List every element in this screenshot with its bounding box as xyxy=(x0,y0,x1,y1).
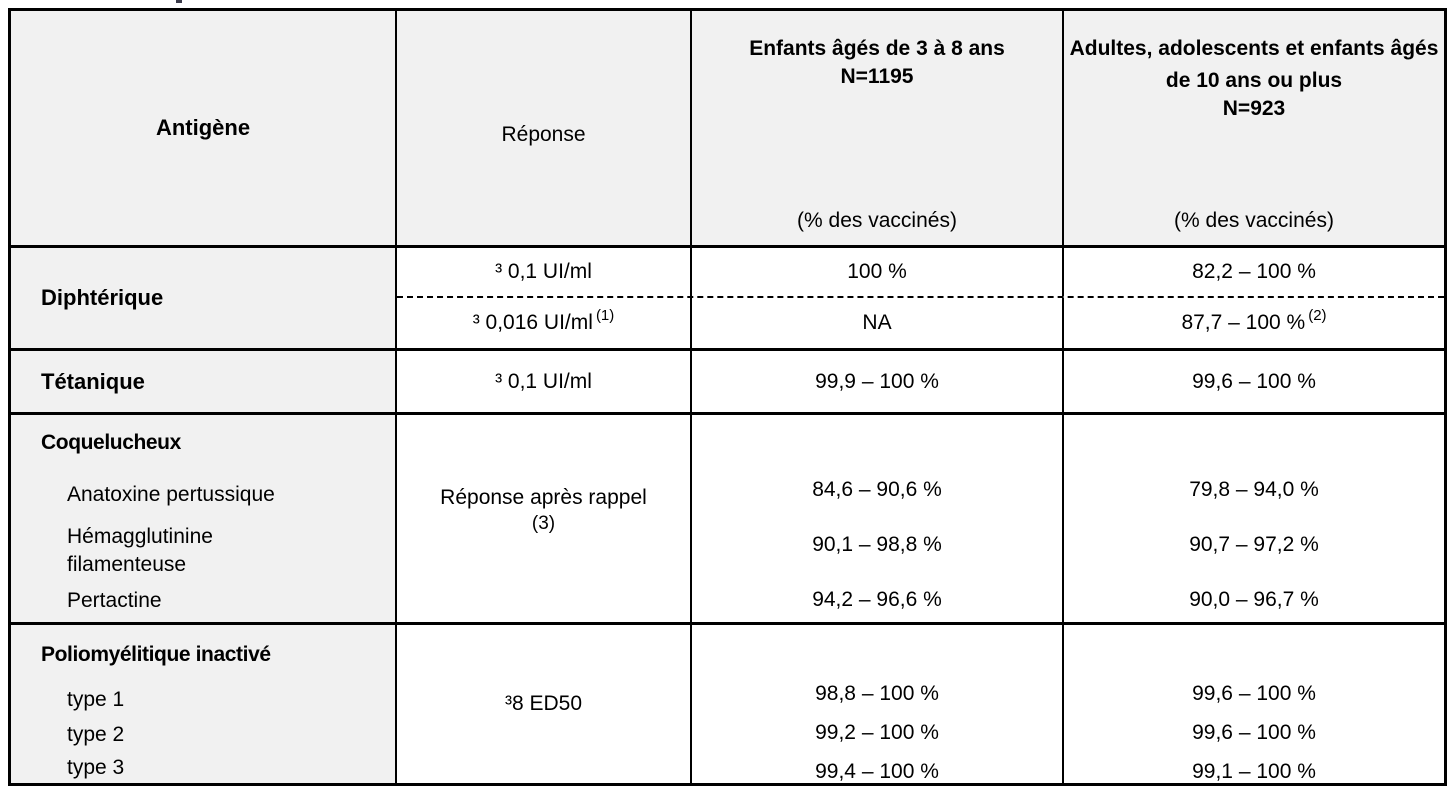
pertussis-adults-value-2: 90,7 – 97,2 % xyxy=(1189,533,1319,556)
diphtheria-row2-response: ³ 0,016 UI/ml xyxy=(472,310,593,334)
pertussis-response: Réponse après rappel xyxy=(440,486,647,509)
pertussis-adults-cell xyxy=(1064,415,1444,622)
diphtheria-antigen-cell xyxy=(11,248,397,348)
tetanus-children-value: 99,9 – 100 % xyxy=(815,369,939,393)
diphtheria-section-row xyxy=(11,248,1444,351)
diphtheria-row2-adults-cell xyxy=(1064,298,1444,348)
adults-header-unit: (% des vaccinés) xyxy=(1174,209,1334,232)
diphtheria-row1-response-cell xyxy=(397,248,692,296)
footnote-marker-3: (3) xyxy=(531,513,556,534)
diphtheria-row2-children-cell xyxy=(692,298,1064,348)
pertussis-antigen-cell xyxy=(11,415,397,622)
tetanus-antigen-cell xyxy=(11,351,397,412)
diphtheria-row2-children-value: NA xyxy=(862,310,892,334)
pertussis-item-anatoxine: Anatoxine pertussique xyxy=(67,483,275,506)
diphtheria-row2-adults-value: 87,7 – 100 % xyxy=(1181,310,1306,334)
antigen-header-label: Antigène xyxy=(155,115,251,140)
polio-item-type1: type 1 xyxy=(67,688,125,711)
polio-children-value-1: 98,8 – 100 % xyxy=(815,682,939,705)
tetanus-response-cell xyxy=(397,351,692,412)
clipped-text-fragment xyxy=(176,0,182,3)
adults-header-title: Adultes, adolescents et enfants âgés de 10 ans ou plus xyxy=(1069,37,1439,92)
footnote-marker-1: (1) xyxy=(595,307,615,325)
polio-adults-value-2: 99,6 – 100 % xyxy=(1192,721,1316,744)
tetanus-antigen-label: Tétanique xyxy=(41,368,145,394)
pertussis-children-value-1: 84,6 – 90,6 % xyxy=(812,478,942,501)
children-header-title: Enfants âgés de 3 à 8 ans xyxy=(749,37,1005,60)
pertussis-adults-value-1: 79,8 – 94,0 % xyxy=(1189,478,1319,501)
diphtheria-subrow-1 xyxy=(397,248,1444,298)
polio-item-type2: type 2 xyxy=(67,723,125,746)
adults-column-header xyxy=(1064,11,1444,245)
polio-adults-value-3: 99,1 – 100 % xyxy=(1192,760,1316,783)
children-column-header xyxy=(692,11,1064,245)
immunogenicity-table xyxy=(8,8,1447,786)
diphtheria-subrow-2 xyxy=(397,298,1444,348)
polio-adults-cell xyxy=(1064,625,1444,783)
pertussis-section-row xyxy=(11,415,1444,625)
pertussis-response-cell xyxy=(397,415,692,622)
children-header-unit: (% des vaccinés) xyxy=(797,209,957,232)
polio-adults-value-1: 99,6 – 100 % xyxy=(1192,682,1316,705)
polio-response-cell xyxy=(397,625,692,783)
tetanus-section-row xyxy=(11,351,1444,415)
children-header-n: N=1195 xyxy=(840,65,914,88)
polio-antigen-cell xyxy=(11,625,397,783)
polio-response: ³8 ED50 xyxy=(504,692,583,715)
response-column-header xyxy=(397,11,692,245)
diphtheria-row2-response-cell xyxy=(397,298,692,348)
tetanus-adults-cell xyxy=(1064,351,1444,412)
response-header-label: Réponse xyxy=(501,123,586,146)
polio-children-cell xyxy=(692,625,1064,783)
pertussis-item-pertactine: Pertactine xyxy=(67,589,162,612)
diphtheria-row1-response: ³ 0,1 UI/ml xyxy=(495,259,592,283)
pertussis-children-value-3: 94,2 – 96,6 % xyxy=(812,588,942,611)
pertussis-item-hemagglutinine: Hémagglutinine filamenteuse xyxy=(67,525,213,576)
polio-children-value-2: 99,2 – 100 % xyxy=(815,721,939,744)
antigen-column-header xyxy=(11,11,397,245)
diphtheria-row1-adults-cell xyxy=(1064,248,1444,296)
polio-children-value-3: 99,4 – 100 % xyxy=(815,760,939,783)
polio-item-type3: type 3 xyxy=(67,756,125,779)
polio-antigen-label: Poliomyélitique inactivé xyxy=(41,643,271,666)
diphtheria-row1-children-cell xyxy=(692,248,1064,296)
tetanus-response: ³ 0,1 UI/ml xyxy=(495,369,592,393)
table-header-row xyxy=(11,11,1444,248)
pertussis-children-value-2: 90,1 – 98,8 % xyxy=(812,533,942,556)
pertussis-antigen-label: Coquelucheux xyxy=(41,431,181,454)
diphtheria-antigen-label: Diphtérique xyxy=(41,285,164,310)
diphtheria-row1-children-value: 100 % xyxy=(847,259,907,283)
adults-header-n: N=923 xyxy=(1222,97,1286,120)
pertussis-children-cell xyxy=(692,415,1064,622)
tetanus-children-cell xyxy=(692,351,1064,412)
diphtheria-values-block xyxy=(397,248,1444,348)
tetanus-adults-value: 99,6 – 100 % xyxy=(1192,369,1316,393)
pertussis-adults-value-3: 90,0 – 96,7 % xyxy=(1189,588,1319,611)
footnote-marker-2: (2) xyxy=(1308,307,1327,325)
polio-section-row xyxy=(11,625,1444,783)
diphtheria-row1-adults-value: 82,2 – 100 % xyxy=(1192,259,1316,283)
